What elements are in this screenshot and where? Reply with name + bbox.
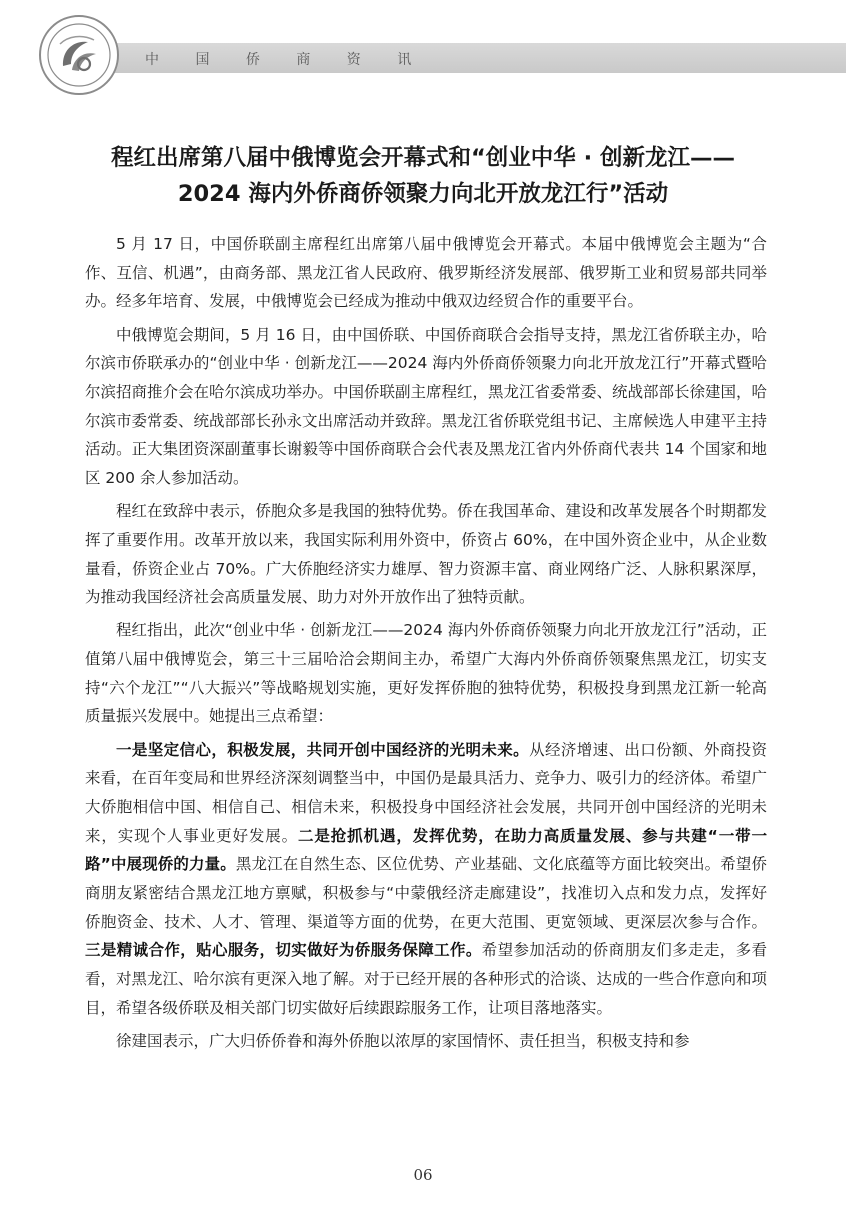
organization-logo [38,14,120,96]
paragraph-3: 程红在致辞中表示，侨胞众多是我国的独特优势。侨在我国革命、建设和改革发展各个时期都发挥了重要作用。改革开放以来，我国实际利用外资中，侨资占 60%，在中国外资企业中，从企业数量看，侨资企业占 70%。广大侨胞经济实力雄厚、智力资源丰富、商业网络广泛、人脉积累深厚，为推动我国经济社会高质量发展、助力对外开放作出了独特贡献。 [85,502,768,607]
page-number: 06 [413,1166,433,1184]
hope-three-text: 希望参加活动的侨商朋友们多走走，多看看，对黑龙江、哈尔滨有更深入地了解。对于已经开展的各种形式的洽谈、达成的一些合作意向和项目，希望各级侨联及相关部门切实做好后续跟踪服务工作，让项目落地落实。 [85,941,768,1017]
paragraph-6: 徐建国表示，广大归侨侨眷和海外侨胞以浓厚的家国情怀、责任担当，积极支持和参 [116,1031,690,1050]
article-title-line-1: 程红出席第八届中俄博览会开幕式和“创业中华 · 创新龙江—— [110,145,735,171]
article-title [60,140,786,212]
article-title-line-2: 2024 海内外侨商侨领聚力向北开放龙江行”活动 [177,181,669,207]
paragraph-4: 程红指出，此次“创业中华 · 创新龙江——2024 海内外侨商侨领聚力向北开放龙江行”活动，正值第八届中俄博览会，第三十三届哈洽会期间主办，希望广大海内外侨商侨领聚焦黑龙江，切实支持“六个龙江”“八大振兴”等战略规划实施，更好发挥侨胞的独特优势，积极投身到黑龙江新一轮高质量振兴发展中。她提出三点希望： [85,621,767,726]
hope-two-text: 黑龙江在自然生态、区位优势、产业基础、文化底蕴等方面比较突出。希望侨商朋友紧密结合黑龙江地方禀赋，积极参与“中蒙俄经济走廊建设”，找准切入点和发力点，发挥好侨胞资金、技术、人才、管理、渠道等方面的优势，在更大范围、更宽领域、更深层次参与合作。 [85,855,767,931]
hope-one-heading: 一是坚定信心，积极发展，共同开创中国经济的光明未来。 [116,740,530,759]
paragraph-2: 中俄博览会期间，5 月 16 日，由中国侨联、中国侨商联合会指导支持，黑龙江省侨联主办，哈尔滨市侨联承办的“创业中华 · 创新龙江——2024 海内外侨商侨领聚力向北开放龙江行”开幕式暨哈尔滨招商推介会在哈尔滨成功举办。中国侨联副主席程红，黑龙江省委常委、统战部部长徐建国，哈尔滨市委常委、统战部部长孙永文出席活动并致辞。黑龙江省侨联党组书记、主席候选人申建平主持活动。正大集团资深副董事长谢毅等中国侨商联合会代表及黑龙江省内外侨商代表共 14 个国家和地区 200 余人参加活动。 [85,325,768,488]
paragraph-1: 5 月 17 日，中国侨联副主席程红出席第八届中俄博览会开幕式。本届中俄博览会主题为“合作、互信、机遇”，由商务部、黑龙江省人民政府、俄罗斯经济发展部、俄罗斯工业和贸易部共同举办。经多年培育、发展，中俄博览会已经成为推动中俄双边经贸合作的重要平台。 [85,235,767,311]
hope-one-text: 从经济增速、出口份额、外商投资来看，在百年变局和世界经济深刻调整当中，中国仍是最具活力、竞争力、吸引力的经济体。希望广大侨胞相信中国、相信自己、相信未来，积极投身中国经济社会发展，共同开创中国经济的光明未来，实现个人事业更好发展。 [85,740,768,845]
article-body [85,230,767,1060]
hope-three-heading: 三是精诚合作，贴心服务，切实做好为侨服务保障工作。 [85,941,482,960]
page-header [0,0,846,100]
paragraph-5 [85,736,767,1023]
hope-two-heading: 二是抢抓机遇，发挥优势，在助力高质量发展、参与共建“一带一路”中展现侨的力量。 [85,826,767,874]
header-title: 中 国 侨 商 资 讯 [145,52,428,68]
